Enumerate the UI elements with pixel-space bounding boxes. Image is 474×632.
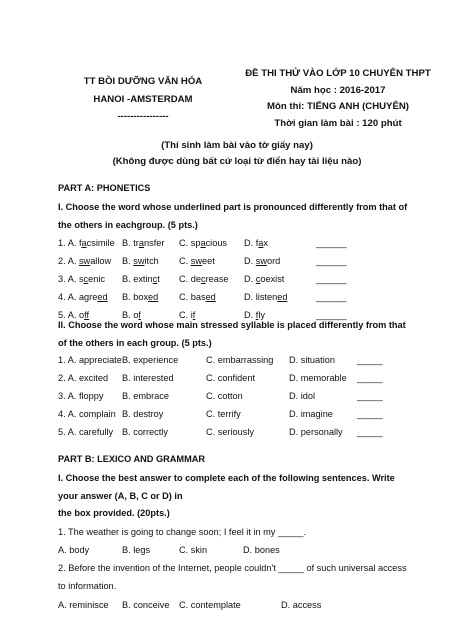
option-a (58, 256, 111, 267)
option-c: C. embarrassing (206, 355, 274, 365)
option-text: oexist (260, 274, 285, 284)
option-text: t (157, 274, 160, 284)
subject: Môn thi: TIẾNG ANH (CHUYÊN) (267, 101, 409, 112)
option-text: B. box (122, 292, 149, 302)
answer-blank: ______ (316, 238, 347, 248)
option-d: D. memorable (289, 373, 347, 383)
option-text: eet (201, 256, 215, 266)
option-b (122, 292, 158, 303)
option-text: D. (244, 274, 256, 284)
option-a: A. reminisce (58, 600, 109, 610)
option-text: 2. A. (58, 256, 79, 266)
option-text: C. bas (179, 292, 206, 302)
option-d (244, 256, 280, 267)
section-a2-heading: II. Choose the word whose main stressed syllable is placed differently from that (58, 320, 406, 330)
option-b (122, 256, 159, 267)
school-name: TT BỒI DƯỠNG VĂN HÓA (83, 76, 203, 87)
answer-blank: _____ (357, 391, 383, 401)
option-c: C. seriously (206, 427, 254, 437)
school-year: Năm học : 2016-2017 (290, 84, 386, 96)
option-text: itch (144, 256, 159, 266)
option-text: B. (122, 256, 134, 266)
option-a: 1. A. appreciate (58, 355, 122, 365)
option-text: x (263, 238, 269, 248)
option-text: D. listen (244, 292, 278, 302)
option-text: csimile (86, 238, 115, 248)
option-b: B. legs (122, 545, 151, 555)
option-d (244, 274, 284, 285)
underlined-part: c (200, 274, 206, 284)
option-text: B. o (122, 310, 139, 320)
option-text: allow (90, 256, 112, 266)
underlined-part: sw (190, 256, 202, 266)
option-b: B. correctly (122, 427, 168, 437)
option-c (179, 256, 215, 267)
option-text: ord (266, 256, 281, 266)
option-d: D. imagine (289, 409, 333, 419)
header-divider: ---------------- (117, 111, 169, 122)
option-d: D. idol (289, 391, 316, 401)
underlined-part: c (152, 274, 158, 284)
option-text: D. (244, 310, 256, 320)
part-a-title: PART A: PHONETICS (58, 183, 151, 193)
option-text: ly (258, 310, 265, 320)
option-a: 4. A. complain (58, 409, 116, 419)
time-allowed: Thời gian làm bài : 120 phút (274, 117, 402, 129)
answer-blank: ______ (316, 292, 347, 302)
question-b1-2: 2. Before the invention of the Internet, people couldn't _____ of such universal access (58, 563, 407, 573)
option-b: B. embrace (122, 391, 169, 401)
underlined-part: a (138, 238, 144, 248)
option-text: 5. A. o (58, 310, 85, 320)
underlined-part: c (255, 274, 261, 284)
option-text: C. sp (179, 238, 201, 248)
option-c: C. confident (206, 373, 256, 383)
option-c: C. contemplate (179, 600, 241, 610)
exam-notes (0, 140, 474, 171)
option-text: B. tr (122, 238, 139, 248)
underlined-part: a (81, 238, 87, 248)
option-b: B. destroy (122, 409, 164, 419)
option-d: D. access (281, 600, 322, 610)
option-a: 5. A. carefully (58, 427, 114, 437)
exam-header (234, 68, 442, 134)
school-header (58, 76, 228, 129)
question-b1-2-cont: to information. (58, 581, 117, 591)
option-a (58, 238, 115, 249)
option-c (179, 292, 216, 303)
option-d: D. bones (243, 545, 280, 555)
option-text: D. f (244, 238, 259, 248)
option-a (58, 292, 108, 303)
answer-blank: _____ (357, 355, 383, 365)
option-b: B. interested (122, 373, 174, 383)
underlined-part: f (255, 310, 259, 320)
underlined-part: f (192, 310, 196, 320)
section-b1-heading-2: your answer (A, B, C or D) in (58, 491, 183, 501)
underlined-part: sw (133, 256, 145, 266)
option-d (244, 292, 287, 303)
option-text: cious (205, 238, 228, 248)
answer-blank: _____ (357, 409, 383, 419)
underlined-part: sw (255, 256, 267, 266)
option-text: 1. A. f (58, 238, 82, 248)
option-c: C. skin (179, 545, 208, 555)
option-b (122, 274, 160, 285)
option-text: C. i (179, 310, 193, 320)
underlined-part: a (200, 238, 206, 248)
answer-blank: ______ (316, 256, 347, 266)
option-a: 2. A. excited (58, 373, 109, 383)
option-b (122, 238, 164, 249)
underlined-part: ff (84, 310, 90, 320)
answer-blank: ______ (316, 274, 347, 284)
option-text: C. de (179, 274, 201, 284)
underlined-part: ed (205, 292, 216, 302)
underlined-part: f (138, 310, 141, 320)
option-b: B. conceive (122, 600, 170, 610)
option-text: nsfer (143, 238, 165, 248)
option-d: D. situation (289, 355, 335, 365)
option-c (179, 238, 227, 249)
option-text: enic (88, 274, 105, 284)
option-a (58, 274, 105, 285)
school-branch: HANOI -AMSTERDAM (93, 93, 193, 105)
exam-title: ĐỀ THI THỬ VÀO LỚP 10 CHUYÊN THPT (245, 68, 431, 79)
section-a1-heading: I. Choose the word whose underlined part is pronounced differently from that of (58, 202, 408, 212)
underlined-part: a (258, 238, 264, 248)
section-a1-heading-2: the others in eachgroup. (5 pts.) (58, 220, 198, 230)
section-b1-heading-3: the box provided. (20pts.) (58, 508, 170, 518)
option-c: C. cotton (206, 391, 243, 401)
underlined-part: ed (148, 292, 159, 302)
section-b1-heading: I. Choose the best answer to complete each of the following sentences. Write (58, 473, 395, 483)
option-b: B. experience (122, 355, 179, 365)
answer-blank: ______ (316, 310, 347, 320)
option-text: C. (179, 256, 191, 266)
underlined-part: ed (277, 292, 288, 302)
answer-blank: _____ (357, 427, 383, 437)
option-a: 3. A. floppy (58, 391, 104, 401)
option-d (244, 238, 268, 249)
note-1: (Thí sinh làm bài vào tờ giấy nay) (161, 140, 313, 151)
option-c: C. terrify (206, 409, 241, 419)
underlined-part: c (83, 274, 89, 284)
option-text: D. (244, 256, 256, 266)
option-text: B. extin (122, 274, 153, 284)
option-d: D. personally (289, 427, 343, 437)
underlined-part: ed (97, 292, 108, 302)
answer-blank: _____ (357, 373, 383, 383)
note-2: (Không được dùng bất cứ loại từ điển hay tài liệu nào) (112, 155, 362, 167)
option-text: 4. A. agre (58, 292, 98, 302)
option-text: 3. A. s (58, 274, 84, 284)
part-b-title: PART B: LEXICO AND GRAMMAR (58, 454, 205, 464)
option-c (179, 274, 229, 285)
option-text: rease (205, 274, 229, 284)
section-a2-heading-2: of the others in each group. (5 pts.) (58, 338, 212, 348)
question-b1-1: 1. The weather is going to change soon; I feel it in my _____. (58, 527, 307, 537)
option-a: A. body (58, 545, 90, 555)
underlined-part: sw (78, 256, 91, 266)
